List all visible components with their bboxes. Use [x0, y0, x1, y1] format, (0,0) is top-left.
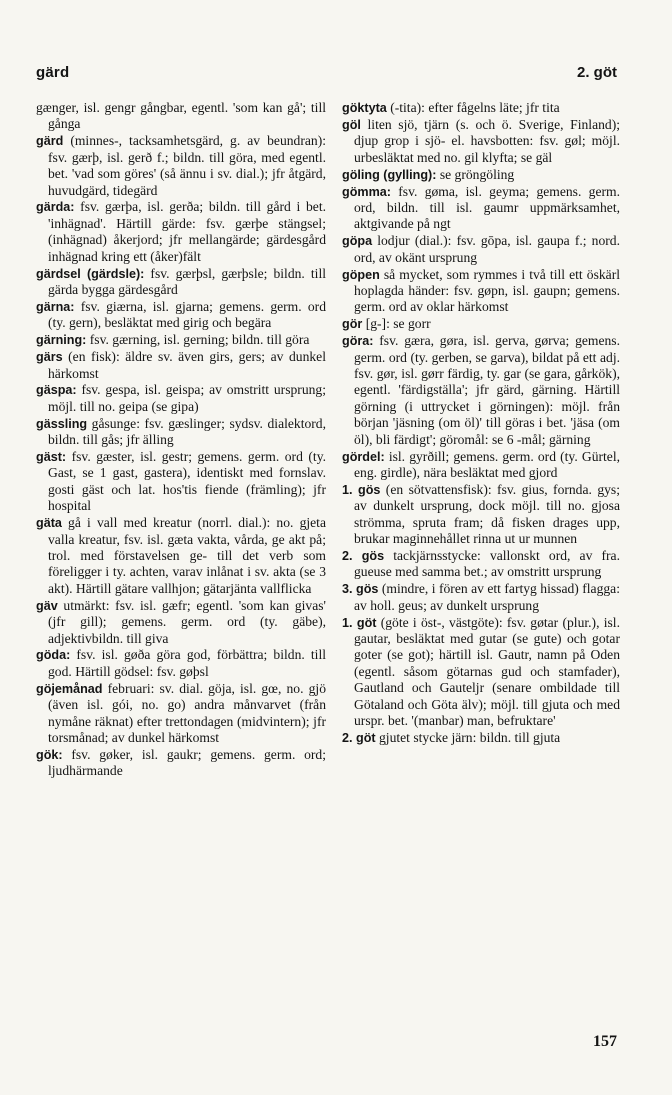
entry-headword: göjemånad — [36, 681, 103, 696]
entry-text: se gröngöling — [436, 166, 515, 182]
dictionary-entry — [36, 382, 326, 415]
entry-text: februari: sv. dial. göja, isl. gœ, no. gjö (även isl. gói, no. go) andra månvarvet (från nymåne räknat) efter trettondagen (midvintern); jfr torsmånad; av dunkel härkomst — [48, 680, 326, 745]
entry-headword: gäst: — [36, 450, 67, 465]
dictionary-entry — [36, 681, 326, 747]
entry-text: så mycket, som rymmes i två till ett öskärl hoplagda händer: fsv. gøpn, isl. gaupn; gemens. germ. ord av oklar härkomst — [354, 266, 620, 315]
entry-headword: göktyta — [342, 101, 387, 115]
entry-headword: gärs — [36, 350, 63, 365]
entry-text: fsv. gespa, isl. geispa; av omstritt ursprung; möjl. till no. geipa (se gipa) — [48, 382, 326, 414]
entry-text: gå i vall med kreatur (norrl. dial.): no. gjeta valla kreatur, fsv. isl. gæta vakta, vårda, ge akt på; trol. med förstavelsen ge- till det verb som föreligger i ty. achten, varav inlånat i sv. akta (se 3 akt). Härtill gätare vallhjon; gätarjänta vallflicka — [48, 515, 326, 596]
right-column — [342, 100, 620, 747]
entry-text: (mindre, i fören av ett fartyg hissad) flagga: av holl. geus; av dunkelt ursprung — [354, 581, 620, 613]
running-head-left: gärd — [36, 64, 70, 81]
entry-headword: gök: — [36, 747, 63, 762]
entry-headword: göpen — [342, 267, 380, 282]
dictionary-entry — [36, 100, 326, 133]
dictionary-entry — [342, 548, 620, 581]
entry-text: fsv. gæster, isl. gestr; gemens. germ. ord (ty. Gast, se 1 gast, gastera), identiskt med fornslav. gosti gäst och lat. hos'tis fiende (främling); jfr hospital — [48, 449, 326, 514]
page-number: 157 — [593, 1033, 617, 1050]
entry-headword: gärning: — [36, 333, 87, 348]
dictionary-entry — [36, 332, 326, 348]
dictionary-entry — [342, 615, 620, 730]
entry-text: fsv. gærþsl, gærþsle; bildn. till gärda bygga gärdesgård — [48, 265, 326, 297]
entry-headword: göda: — [36, 648, 71, 663]
entry-headword: göpa — [342, 234, 373, 249]
entry-headword: gäv — [36, 598, 58, 613]
dictionary-entry — [36, 349, 326, 382]
entry-headword: gässling — [36, 416, 88, 431]
dictionary-entry — [36, 747, 326, 780]
entry-text: (en fisk): äldre sv. även girs, gers; av dunkel härkomst — [48, 349, 326, 381]
entry-headword: gärdsel (gärdsle): — [36, 266, 145, 281]
entry-text: isl. gyrðill; gemens. germ. ord (ty. Gürtel, eng. girdle), nära besläktat med gjord — [354, 448, 620, 480]
entry-headword: göra: — [342, 334, 374, 349]
dictionary-entry — [342, 233, 620, 266]
entry-text: (en sötvattensfisk): fsv. gius, fornda. gys; av dunkelt ursprung, dock möjl. till no. gjosa strömma, spruta fram; då fisken drages upp, brukar maginnehållet rinna ut ur munnen — [354, 481, 620, 547]
entry-text: fsv. gøker, isl. gaukr; gemens. germ. ord; ljudhärmande — [48, 746, 326, 779]
entry-text: fsv. gæra, gøra, isl. gerva, gørva; gemens. germ. ord (ty. gerben, se garva), bildat på ett adj. fsv. gør, isl. gørr färdig, ty. gar (se gara, gårkök), egentl. 'färdigställa'; jfr gärd, gärning. Härtill görning (i uttrycket i görningen): möjl. från början 'jäsning (om öl)' till göras i bet. 'jäsa (om öl), bli färdigt'; göromål: se 6 -mål; gärning — [354, 333, 620, 447]
entry-headword: 2. gös — [342, 548, 385, 563]
dictionary-entry — [342, 100, 620, 116]
entry-headword: gäta — [36, 516, 62, 531]
entry-headword: gäspa: — [36, 383, 77, 398]
entry-text: tackjärnsstycke: vallonskt ord, av fra. gueuse med samma bet.; av omstritt ursprung — [354, 547, 620, 580]
entry-headword: gärna: — [36, 299, 75, 314]
entry-text: fsv. giærna, isl. gjarna; gemens. germ. ord (ty. gern), besläktat med girig och begära — [48, 298, 326, 331]
entry-text: liten sjö, tjärn (s. och ö. Sverige, Finland); djup grop i sjö- el. havsbotten: fsv. gøl; möjl. urbesläktat med no. gil klyfta; se gäl — [354, 116, 620, 165]
dictionary-entry — [36, 416, 326, 449]
entry-text: (minnes-, tacksamhetsgärd, g. av beundran): fsv. gærþ, isl. gerð f.; bildn. till göra, med egentl. bet. 'vad som göres' (så ännu i sv. dial.); jfr åtgärd, huvudgärd, tidegärd — [48, 133, 326, 198]
dictionary-entry — [342, 267, 620, 316]
dictionary-entry — [342, 184, 620, 233]
entry-headword: göling (gylling): — [342, 167, 437, 182]
entry-headword: göl — [342, 117, 361, 132]
entry-text: utmärkt: fsv. isl. gæfr; egentl. 'som kan givas' (jfr gill); gemens. germ. ord (ty. gäbe), adjektivbildn. till giva — [48, 597, 326, 646]
dictionary-entry — [342, 730, 620, 746]
entry-text: lodjur (dial.): fsv. gōpa, isl. gaupa f.; nord. ord, av okänt ursprung — [354, 233, 620, 265]
dictionary-entry — [342, 316, 620, 332]
entry-text: fsv. gærning, isl. gerning; bildn. till göra — [86, 332, 310, 348]
entry-text: (göte i öst-, västgöte): fsv. gøtar (plur.), isl. gautar, besläktat med gutar (se gute) och gotar goter (se got); härtill isl. Gautr, namn på Oden (egentl. såsom götarnas gud och stamfader), Gautland och Gauteljr (senare ombildade till Götaland och Göta älv); möjl. till gjuta och med urspr. bet. '(manbar) man, befruktare' — [354, 614, 620, 729]
entry-headword: gör — [342, 317, 363, 332]
dictionary-entry — [342, 482, 620, 548]
dictionary-entry — [342, 333, 620, 448]
entry-headword: 1. gös — [342, 482, 381, 497]
entry-headword: gömma: — [342, 184, 391, 199]
entry-headword: gärd — [36, 134, 64, 149]
entry-headword: 1. göt — [342, 615, 377, 630]
entry-headword: gärda: — [36, 200, 75, 215]
dictionary-entry — [36, 266, 326, 299]
entry-text: fsv. gøma, isl. geyma; gemens. germ. ord, bildn. till isl. gaumr uppmärksamhet, aktgivande på ngt — [354, 183, 620, 232]
dictionary-entry — [342, 167, 620, 183]
dictionary-entry — [36, 515, 326, 597]
entry-text: gåsunge: fsv. gæslinger; sydsv. dialektord, bildn. till gås; jfr älling — [48, 415, 326, 448]
dictionary-entry — [342, 449, 620, 482]
left-column — [36, 100, 326, 780]
dictionary-entry — [36, 647, 326, 680]
entry-text: gjutet stycke järn: bildn. till gjuta — [375, 729, 561, 745]
dictionary-entry — [36, 199, 326, 265]
dictionary-entry — [36, 299, 326, 332]
entry-text: fsv. gærþa, isl. gerða; bildn. till gård i bet. 'inhägnad'. Härtill gärde: fsv. gærþe stängsel; (inhägnad) åkerjord; jfr mellangärde; gärdesgård inhägnad kring ett (åker)fält — [48, 199, 326, 264]
running-head-right: 2. göt — [577, 64, 617, 81]
dictionary-entry — [36, 598, 326, 647]
entry-text: [g-]: se gorr — [362, 316, 431, 332]
entry-headword: gördel: — [342, 449, 385, 464]
dictionary-entry — [36, 133, 326, 199]
entry-headword: 3. gös — [342, 582, 379, 597]
dictionary-entry — [36, 449, 326, 515]
entry-headword: 2. göt — [342, 730, 376, 745]
dictionary-entry — [342, 117, 620, 166]
entry-text: gænger, isl. gengr gångbar, egentl. 'som kan gå'; till gånga — [36, 100, 326, 132]
entry-text: fsv. isl. gøða göra god, förbättra; bildn. till god. Härtill gödsel: fsv. gøþsl — [48, 647, 326, 679]
entry-text: (-tita): efter fågelns läte; jfr tita — [386, 100, 560, 115]
dictionary-entry — [342, 581, 620, 614]
